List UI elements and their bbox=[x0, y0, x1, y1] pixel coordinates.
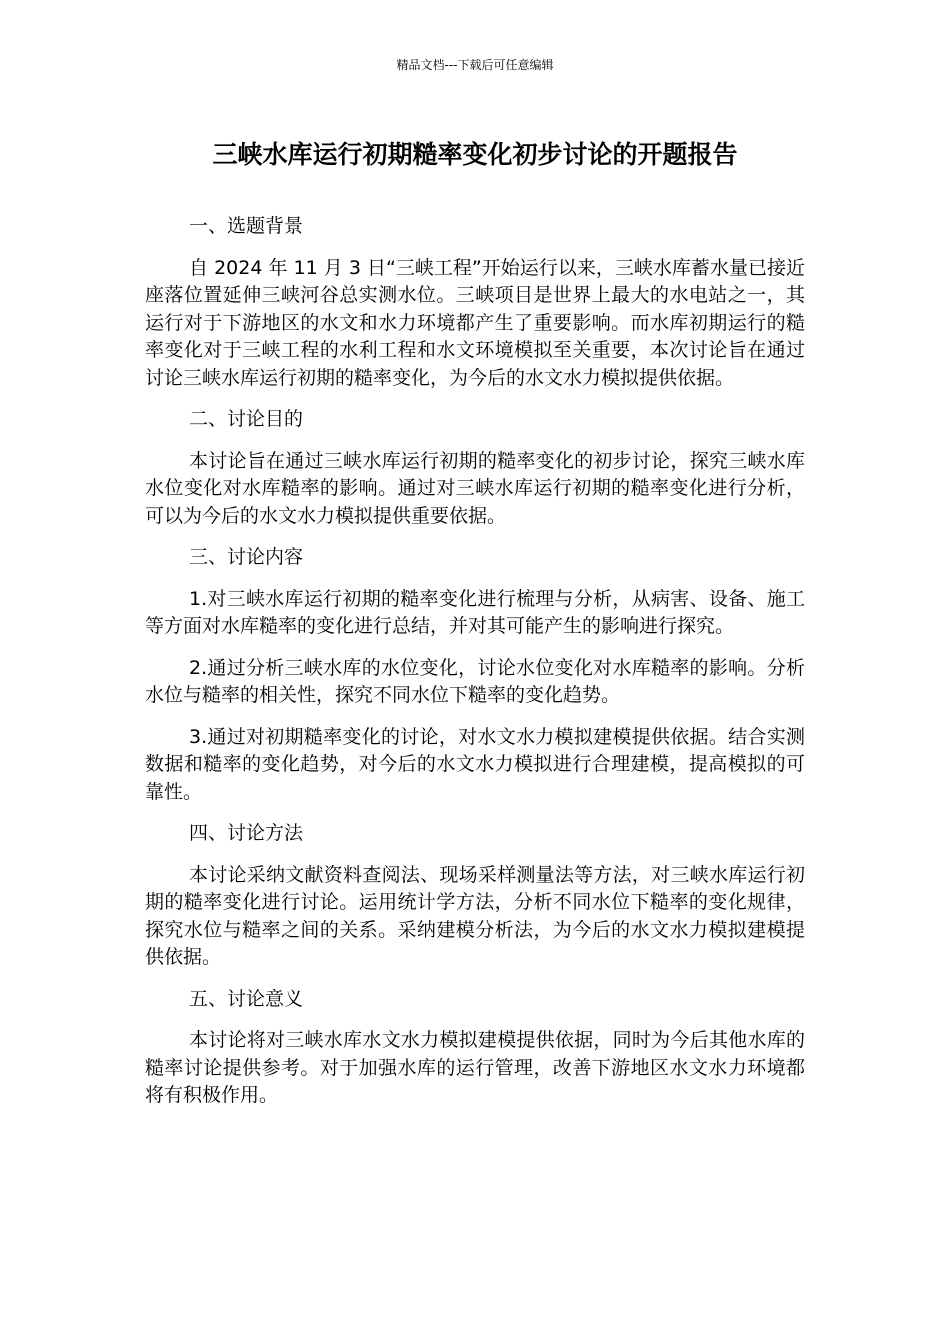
document-title: 三峡水库运行初期糙率变化初步讨论的开题报告 bbox=[212, 140, 738, 169]
section-heading: 四、讨论方法 bbox=[189, 822, 304, 844]
list-item: 1.对三峡水库运行初期的糙率变化进行梳理与分析，从病害、设备、施工等方面对水库糙率的变化进行总结，并对其可能产生的影响进行探究。 bbox=[145, 587, 805, 637]
section-content bbox=[145, 544, 805, 806]
list-item: 2.通过分析三峡水库的水位变化，讨论水位变化对水库糙率的影响。分析水位与糙率的相关性，探究不同水位下糙率的变化趋势。 bbox=[145, 656, 805, 706]
list-item: 3.通过对初期糙率变化的讨论，对水文水力模拟建模提供依据。结合实测数据和糙率的变化趋势，对今后的水文水力模拟进行合理建模，提高模拟的可靠性。 bbox=[145, 725, 805, 803]
section-significance bbox=[145, 986, 805, 1110]
section-background bbox=[145, 213, 805, 392]
section-purpose bbox=[145, 406, 805, 530]
header-note: 精品文档---下载后可任意编辑 bbox=[396, 58, 554, 72]
section-heading: 三、讨论内容 bbox=[189, 546, 304, 568]
section-heading: 二、讨论目的 bbox=[189, 408, 304, 430]
section-heading: 一、选题背景 bbox=[189, 215, 304, 237]
paragraph: 本讨论将对三峡水库水文水力模拟建模提供依据，同时为今后其他水库的糙率讨论提供参考。对于加强水库的运行管理，改善下游地区水文水力环境都将有积极作用。 bbox=[145, 1029, 805, 1106]
paragraph: 自 2024 年 11 月 3 日“三峡工程”开始运行以来，三峡水库蓄水量已接近座落位置延伸三峡河谷总实测水位。三峡项目是世界上最大的水电站之一，其运行对于下游地区的水文和水力环境都产生了重要影响。而水库初期运行的糙率变化对于三峡工程的水利工程和水文环境模拟至关重要，本次讨论旨在通过讨论三峡水库运行初期的糙率变化，为今后的水文水力模拟提供依据。 bbox=[145, 256, 805, 389]
document-body bbox=[145, 213, 805, 1124]
paragraph: 本讨论采纳文献资料查阅法、现场采样测量法等方法，对三峡水库运行初期的糙率变化进行讨论。运用统计学方法，分析不同水位下糙率的变化规律，探究水位与糙率之间的关系。采纳建模分析法，为今后的水文水力模拟建模提供依据。 bbox=[145, 863, 805, 968]
section-heading: 五、讨论意义 bbox=[189, 987, 304, 1010]
paragraph: 本讨论旨在通过三峡水库运行初期的糙率变化的初步讨论，探究三峡水库水位变化对水库糙率的影响。通过对三峡水库运行初期的糙率变化进行分析，可以为今后的水文水力模拟提供重要依据。 bbox=[145, 449, 805, 527]
section-method bbox=[145, 820, 805, 972]
